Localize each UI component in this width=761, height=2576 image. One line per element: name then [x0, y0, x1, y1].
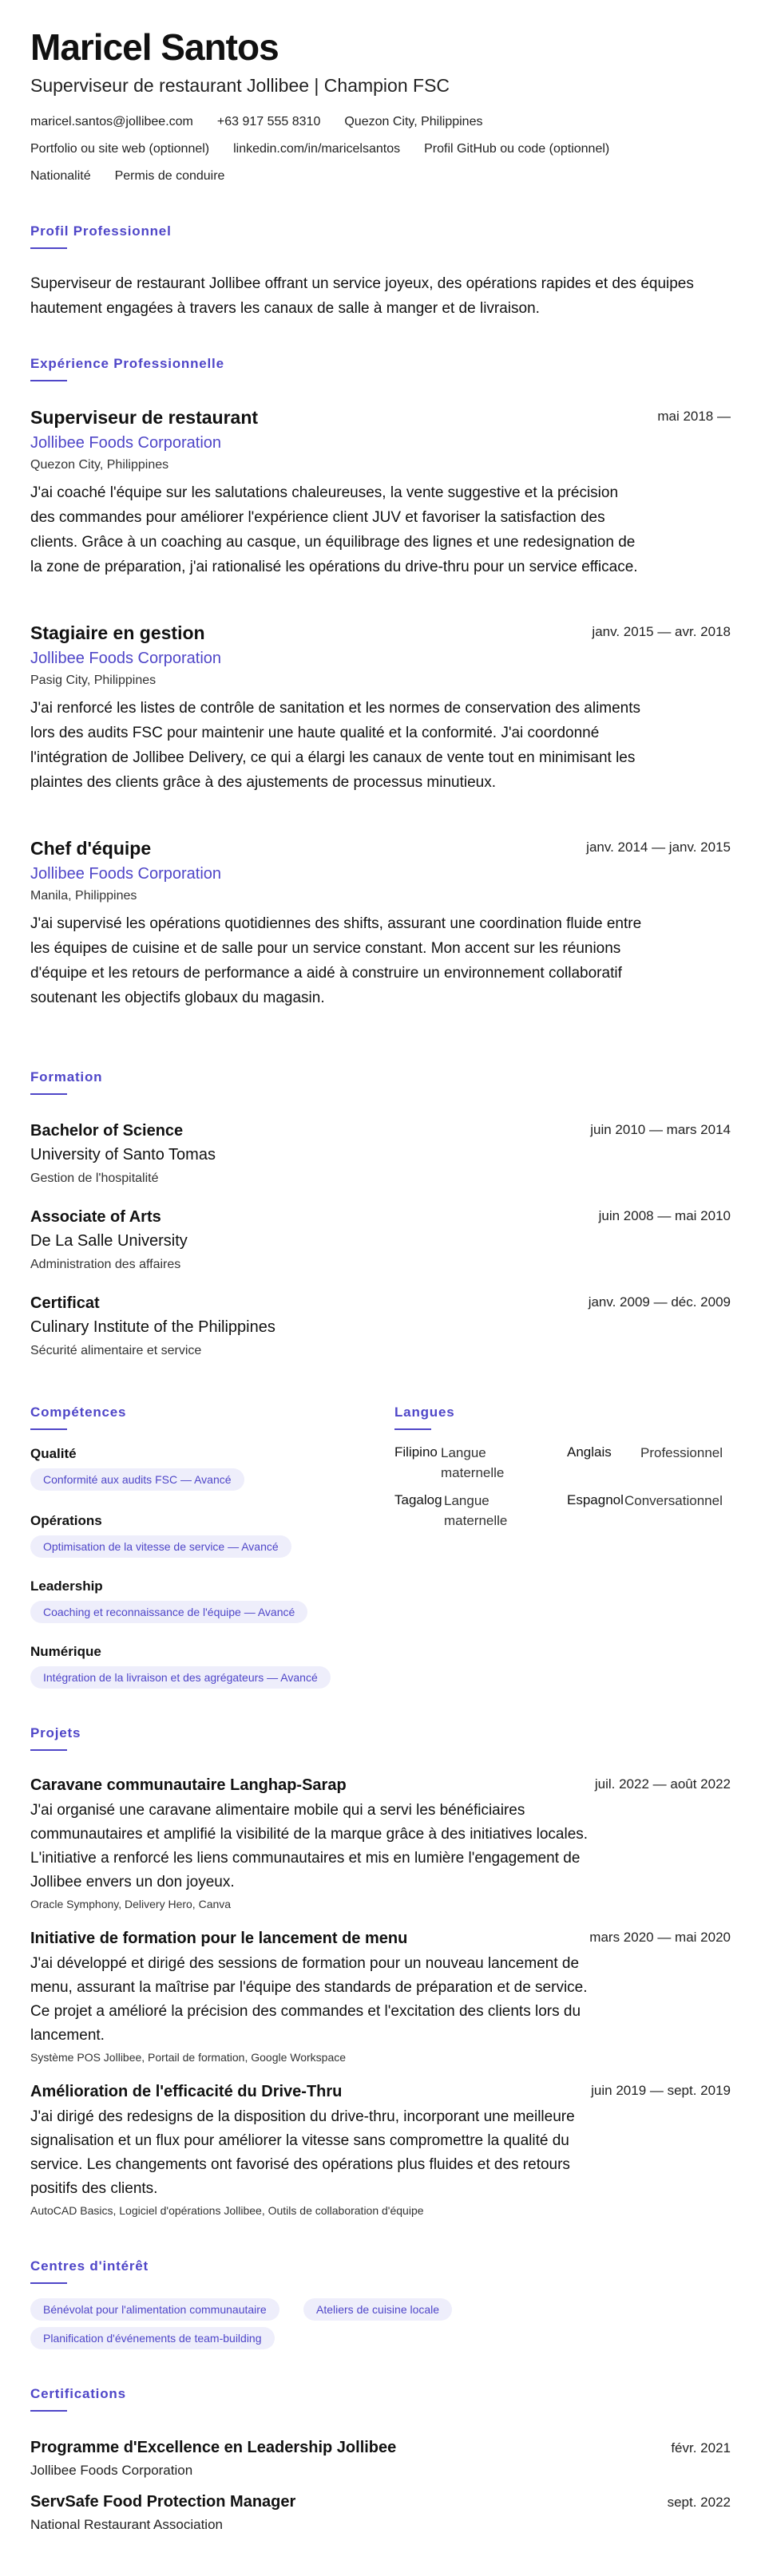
job-dates: janv. 2014 — janv. 2015	[586, 840, 731, 855]
portfolio-link[interactable]: Portfolio ou site web (optionnel)	[30, 142, 210, 156]
job-location: Quezon City, Philippines	[30, 458, 169, 472]
section-rule	[30, 1428, 67, 1430]
cert-issuer: Jollibee Foods Corporation	[30, 2463, 193, 2478]
project-description: J'ai dirigé des redesigns de la disposition du drive-thru, incorporant une meilleure signalisation et un flux pour améliorer la vitesse sans compromettre la qualité du service. Les changements ont favorisé des opérations plus fluides et des retours positifs des clients.	[30, 2108, 575, 2197]
language-level: Langue maternelle	[441, 1445, 505, 1480]
project-description: J'ai organisé une caravane alimentaire mobile qui a servi les bénéficiaires communautaires et amplifié la visibilité de la marque grâce à des initiatives locales. L'initiative a renforcé les liens communautaires et mis en lumière l'engagement de Jollibee envers un don joyeux.	[30, 1802, 589, 1891]
skill-pill: Optimisation de la vitesse de service — Avancé	[30, 1535, 291, 1558]
github-link[interactable]: Profil GitHub ou code (optionnel)	[424, 142, 610, 156]
section-title-certifications: Certifications	[30, 2386, 126, 2401]
location: Quezon City, Philippines	[344, 115, 483, 128]
section-rule	[30, 2282, 67, 2284]
profile-summary: Superviseur de restaurant Jollibee offrant un service joyeux, des opérations rapides et des équipes hautement engagées à travers les canaux de salle à manger et de livraison.	[30, 275, 694, 317]
contact-row-2	[30, 142, 609, 156]
edu-field: Administration des affaires	[30, 1258, 181, 1271]
project-description: J'ai développé et dirigé des sessions de formation pour un nouveau lancement de menu, assurant la maîtrise par l'équipe des standards de préparation et de service. Ce projet a amélioré la précision des commandes et l'excitation des clients lors du lancement.	[30, 1955, 588, 2044]
section-title-projects: Projets	[30, 1725, 81, 1740]
job-title: Superviseur de restaurant	[30, 407, 259, 428]
driving-license: Permis de conduire	[114, 169, 225, 183]
interest-pill: Planification d'événements de team-building	[30, 2327, 275, 2349]
project-tools: Système POS Jollibee, Portail de formation, Google Workspace	[30, 2051, 347, 2064]
edu-dates: juin 2010 — mars 2014	[590, 1122, 731, 1137]
project-title: Caravane communautaire Langhap-Sarap	[30, 1776, 347, 1794]
skill-pill: Conformité aux audits FSC — Avancé	[30, 1468, 244, 1491]
edu-dates: juin 2008 — mai 2010	[598, 1208, 731, 1223]
edu-field: Sécurité alimentaire et service	[30, 1344, 202, 1357]
skill-category: Leadership	[30, 1578, 103, 1594]
section-rule	[394, 1428, 431, 1430]
edu-school: University of Santo Tomas	[30, 1146, 216, 1164]
section-title-skills: Compétences	[30, 1405, 127, 1420]
job-title: Chef d'équipe	[30, 838, 152, 859]
project-dates: juil. 2022 — août 2022	[594, 1776, 731, 1792]
edu-degree: Associate of Arts	[30, 1208, 161, 1226]
edu-school: De La Salle University	[30, 1232, 188, 1250]
skill-category: Numérique	[30, 1644, 101, 1659]
project-title: Initiative de formation pour le lancement de menu	[30, 1930, 408, 1947]
section-rule	[30, 2410, 67, 2412]
interest-pill: Ateliers de cuisine locale	[303, 2298, 452, 2321]
job-description: J'ai coaché l'équipe sur les salutations chaleureuses, la vente suggestive et la précision des commandes pour améliorer l'expérience client JUV et favoriser la satisfaction des clients. Grâce à un coaching au casque, un équilibrage des lignes et une redesignation de la zone de préparation, j'ai rationalisé les opérations du drive-thru pour un service efficace.	[30, 484, 638, 575]
language-name: Filipino	[394, 1444, 438, 1460]
cert-issuer: National Restaurant Association	[30, 2517, 223, 2532]
project-title: Amélioration de l'efficacité du Drive-Thru	[30, 2083, 343, 2100]
edu-dates: janv. 2009 — déc. 2009	[588, 1294, 731, 1310]
edu-field: Gestion de l'hospitalité	[30, 1171, 159, 1185]
section-title-profile: Profil Professionnel	[30, 223, 172, 239]
section-title-experience: Expérience Professionnelle	[30, 356, 224, 371]
language-level: Professionnel	[640, 1445, 723, 1460]
job-description: J'ai supervisé les opérations quotidiennes des shifts, assurant une coordination fluide entre les équipes de cuisine et de salle pour un service constant. Mon accent sur les réunions d'équipe et les retours de performance a aidé à construire un environnement collaboratif soutenant les objectifs globaux du magasin.	[30, 915, 642, 1006]
skill-pill: Intégration de la livraison et des agrégateurs — Avancé	[30, 1666, 331, 1689]
job-dates: mai 2018 —	[657, 409, 731, 424]
language-name: Espagnol	[567, 1492, 624, 1507]
job-company: Jollibee Foods Corporation	[30, 865, 222, 883]
cert-date: sept. 2022	[667, 2495, 731, 2510]
project-tools: AutoCAD Basics, Logiciel d'opérations Jollibee, Outils de collaboration d'équipe	[30, 2204, 424, 2217]
skill-category: Qualité	[30, 1446, 77, 1461]
job-company: Jollibee Foods Corporation	[30, 650, 222, 667]
job-location: Manila, Philippines	[30, 889, 137, 903]
cert-name: Programme d'Excellence en Leadership Jollibee	[30, 2439, 397, 2456]
edu-school: Culinary Institute of the Philippines	[30, 1318, 275, 1336]
job-company: Jollibee Foods Corporation	[30, 434, 222, 452]
language-name: Tagalog	[394, 1492, 442, 1507]
job-location: Pasig City, Philippines	[30, 674, 157, 687]
project-dates: mars 2020 — mai 2020	[589, 1930, 731, 1945]
language-level: Langue maternelle	[444, 1493, 508, 1528]
job-description: J'ai renforcé les listes de contrôle de sanitation et les normes de conservation des aliments lors des audits FSC pour maintenir une haute qualité et la conformité. J'ai coordonné l'intégration de Jollibee Delivery, ce qui a élargi les canaux de vente tout en minimisant les plaintes des clients grâce à des ajustements de processus minutieux.	[30, 700, 641, 791]
job-dates: janv. 2015 — avr. 2018	[592, 624, 731, 639]
project-dates: juin 2019 — sept. 2019	[591, 2083, 731, 2098]
section-rule	[30, 1093, 67, 1095]
section-rule	[30, 247, 67, 249]
contact-row-3	[30, 169, 224, 184]
section-rule	[30, 1749, 67, 1751]
edu-degree: Bachelor of Science	[30, 1122, 184, 1140]
cert-date: févr. 2021	[671, 2440, 731, 2455]
language-level: Conversationnel	[624, 1493, 723, 1508]
skill-category: Opérations	[30, 1513, 102, 1528]
cert-name: ServSafe Food Protection Manager	[30, 2493, 296, 2511]
section-title-languages: Langues	[394, 1405, 455, 1420]
project-tools: Oracle Symphony, Delivery Hero, Canva	[30, 1898, 232, 1910]
section-title-interests: Centres d'intérêt	[30, 2258, 149, 2274]
contact-row-1	[30, 115, 482, 129]
email-link[interactable]: maricel.santos@jollibee.com	[30, 115, 193, 128]
nationality: Nationalité	[30, 169, 91, 183]
job-title: Stagiaire en gestion	[30, 622, 205, 643]
edu-degree: Certificat	[30, 1294, 100, 1312]
phone: +63 917 555 8310	[216, 115, 321, 128]
interest-pill: Bénévolat pour l'alimentation communautaire	[30, 2298, 279, 2321]
language-name: Anglais	[567, 1444, 612, 1460]
section-title-education: Formation	[30, 1069, 103, 1085]
headline: Superviseur de restaurant Jollibee | Champion FSC	[30, 75, 450, 96]
linkedin-link[interactable]: linkedin.com/in/maricelsantos	[233, 142, 401, 156]
skill-pill: Coaching et reconnaissance de l'équipe — Avancé	[30, 1601, 307, 1623]
section-rule	[30, 380, 67, 381]
candidate-name: Maricel Santos	[30, 26, 279, 68]
